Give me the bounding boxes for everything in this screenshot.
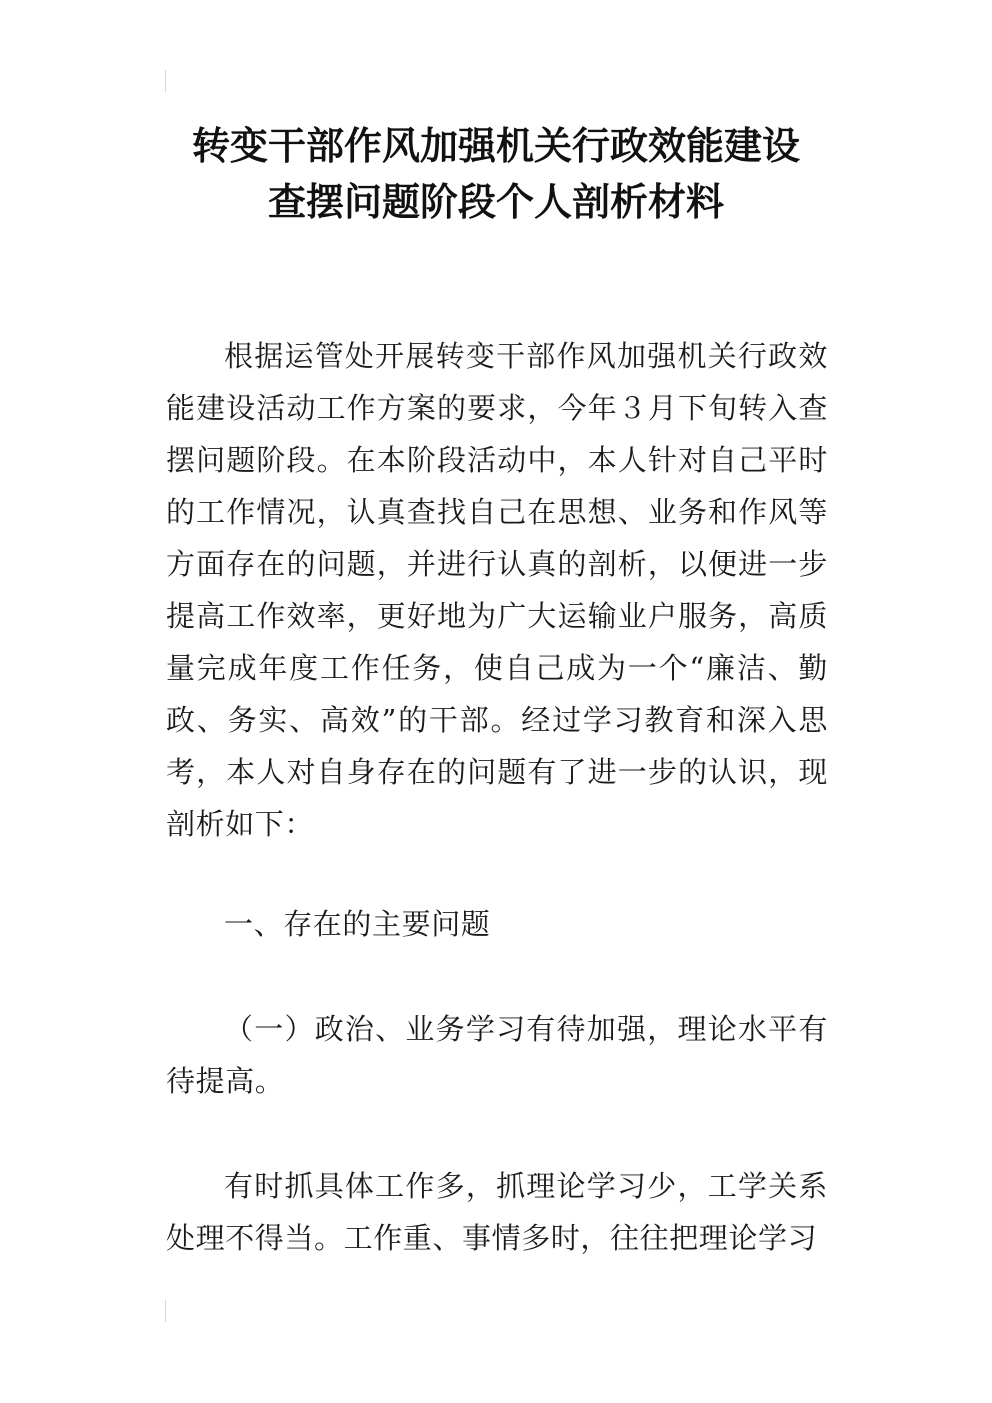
page-corner-mark-bottom xyxy=(165,1300,166,1322)
document-title xyxy=(160,118,832,230)
body-paragraph-2: 有时抓具体工作多，抓理论学习少，工学关系处理不得当。工作重、事情多时，往往把理论学习 xyxy=(166,1169,828,1255)
section-heading-1: 一、存在的主要问题 xyxy=(224,907,491,941)
title-line-2: 查摆问题阶段个人剖析材料 xyxy=(267,180,724,224)
subsection-heading-1: （一）政治、业务学习有待加强，理论水平有待提高。 xyxy=(166,1012,828,1098)
page-corner-mark-top xyxy=(165,70,166,92)
intro-paragraph: 根据运管处开展转变干部作风加强机关行政效能建设活动工作方案的要求，今年３月下旬转入查摆问题阶段。在本阶段活动中，本人针对自己平时的工作情况，认真查找自己在思想、业务和作风等方面存在的问题，并进行认真的剖析，以便进一步提高工作效率，更好地为广大运输业户服务，高质量完成年度工作任务，使自己成为一个“廉洁、勤政、务实、高效”的干部。经过学习教育和深入思考，本人对自身存在的问题有了进一步的认识，现剖析如下： xyxy=(166,339,828,841)
title-line-1: 转变干部作风加强机关行政效能建设 xyxy=(191,124,800,168)
